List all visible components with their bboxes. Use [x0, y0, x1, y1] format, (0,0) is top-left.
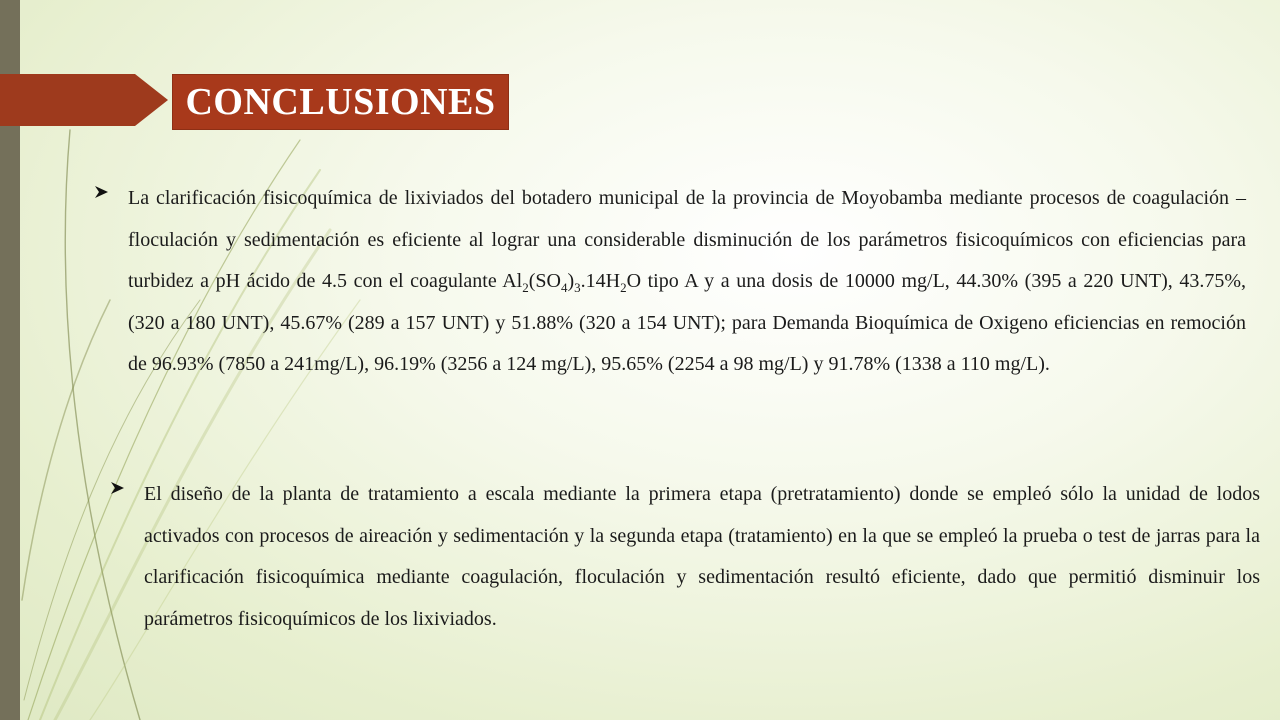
bullet-1-subscript-4: 2	[620, 280, 627, 295]
bullet-1-text-part-2: (SO	[528, 270, 561, 292]
bullet-text-1	[128, 178, 1246, 386]
bullet-item-1	[94, 178, 1246, 386]
title-box	[172, 74, 509, 130]
arrow-bullet-icon	[110, 474, 130, 501]
arrow-bullet-icon	[94, 178, 114, 205]
bullet-1-subscript-2: 4	[560, 280, 568, 295]
bullet-item-2	[110, 474, 1260, 640]
bullet-text-2: El diseño de la planta de tratamiento a escala mediante la primera etapa (pretratamiento) donde se empleó sólo la unidad de lodos activados con procesos de aireación y sedimentación y la segunda etapa (tratamiento) en la que se empleó la prueba o test de jarras para la clarificación fisicoquímica mediante coagulación, floculación y sedimentación resultó eficiente, dado que permitió disminuir los parámetros fisicoquímicos de los lixiviados.	[144, 483, 1260, 630]
bullet-1-text-part-1: La clarificación fisicoquímica de lixiviados del botadero municipal de la provincia de Moyobamba mediante procesos de coagulación – floculación y sedimentación es eficiente al lograr una considerable disminución de los parámetros fisicoquímicos con eficiencias para turbidez a pH ácido de 4.5 con el coagulante Al	[128, 187, 1246, 292]
bullet-1-text-part-4: .14H	[580, 270, 621, 292]
title-arrow-shape	[0, 74, 168, 126]
bullet-1-subscript-3: 3	[574, 280, 581, 295]
slide-title: CONCLUSIONES	[185, 81, 496, 123]
bullet-1-text-part-5: O tipo A y a una dosis de 10000 mg/L, 44.30% (395 a 220 UNT), 43.75%, (320 a 180 UNT), 45.67% (289 a 157 UNT) y 51.88% (320 a 154 UNT); para Demanda Bioquímica de Oxigeno eficiencias en remoción de 96.93% (7850 a 241mg/L), 96.19% (3256 a 124 mg/L), 95.65% (2254 a 98 mg/L) y 91.78% (1338 a 110 mg/L).	[128, 270, 1246, 375]
bullet-1-subscript-1: 2	[522, 280, 529, 295]
bullet-1-text-part-3: )	[567, 270, 575, 292]
